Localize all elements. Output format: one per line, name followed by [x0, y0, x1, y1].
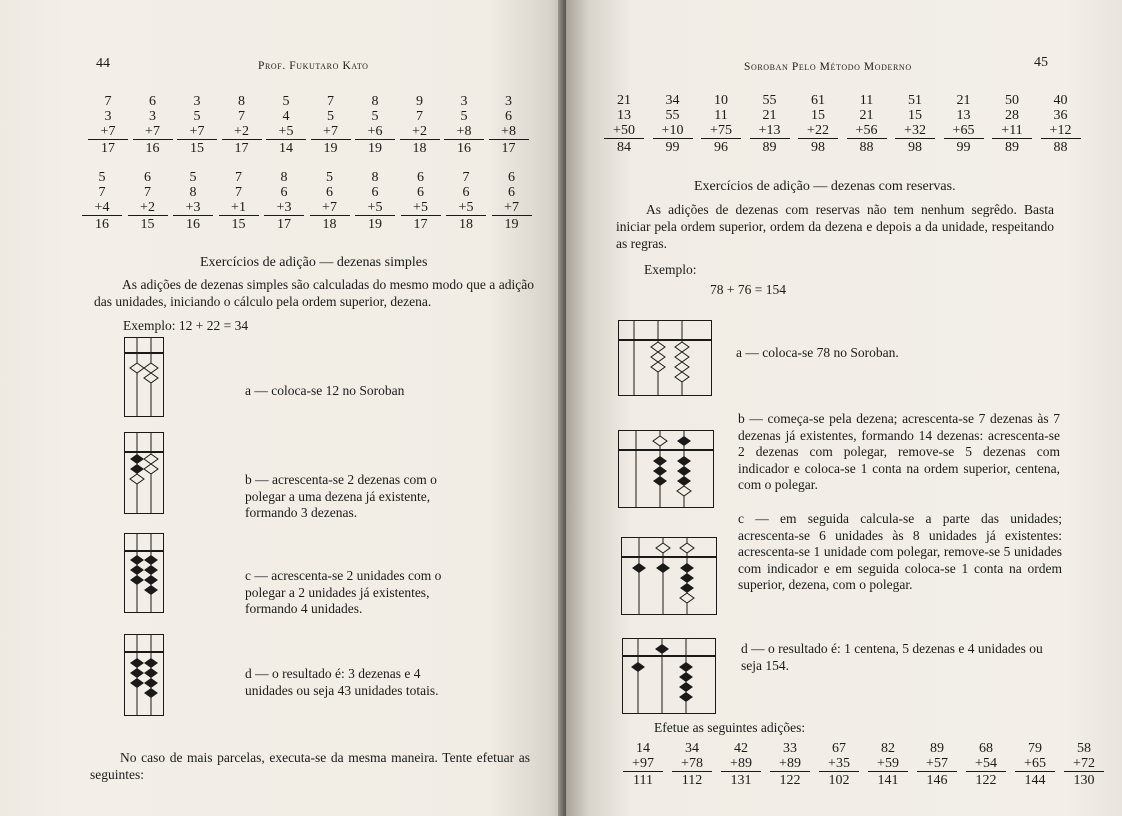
addend-top: 68: [979, 741, 993, 756]
addend-top: 82: [881, 741, 895, 756]
sum-result: 16: [95, 217, 109, 232]
addend-operator: +7: [177, 124, 217, 140]
sum-result: 16: [457, 141, 471, 156]
addend-middle: 5: [327, 109, 334, 124]
addend-middle: 5: [371, 109, 379, 124]
sum-result: 15: [231, 217, 246, 232]
addend-operator: +89: [770, 756, 810, 772]
sum-result: 18: [459, 217, 473, 232]
addend-operator: +10: [653, 123, 693, 139]
addend-top: 51: [908, 93, 922, 108]
addend-operator: +7: [133, 124, 173, 140]
addend-top: 10: [714, 93, 728, 108]
sum-result: 99: [665, 140, 680, 155]
intro-paragraph: As adições de dezenas com reservas não tem nenhum segrêdo. Basta iniciar pela ordem superior, ordem da dezena e depois a da unidade, respeitando as regras.: [616, 202, 1054, 251]
addition-sum: [401, 170, 441, 232]
addend-operator: +12: [1041, 123, 1081, 139]
step-d-caption: d — o resultado é: 1 centena, 5 dezenas e 4 unidades ou seja 154.: [741, 641, 1043, 673]
sum-result: 112: [681, 773, 703, 788]
addition-sum: [944, 93, 984, 155]
addend-operator: +59: [868, 756, 908, 772]
addend-top: 58: [1077, 741, 1091, 756]
addition-sum: [266, 94, 306, 156]
addition-sum: [966, 741, 1006, 788]
sum-result: 122: [779, 773, 801, 788]
sum-result: 144: [1024, 773, 1046, 788]
addend-middle: 21: [762, 108, 777, 123]
addend-top: 5: [326, 170, 333, 185]
section-title: Exercícios de adição — dezenas simples: [200, 255, 428, 270]
addend-operator: +5: [446, 200, 486, 216]
addition-sum: [653, 93, 693, 155]
addition-sum: [400, 94, 440, 156]
sum-result: 14: [279, 141, 293, 156]
addition-sum: [798, 93, 838, 155]
sum-result: 102: [828, 773, 850, 788]
addend-operator: +35: [819, 756, 859, 772]
addend-operator: +3: [264, 200, 304, 216]
addend-top: 7: [327, 94, 334, 109]
addition-sum: [721, 741, 761, 788]
sum-result: 17: [413, 217, 428, 232]
addend-top: 7: [462, 170, 470, 185]
addend-middle: 4: [282, 109, 290, 124]
addend-top: 40: [1053, 93, 1068, 108]
addend-top: 3: [505, 94, 512, 109]
addend-operator: +7: [311, 124, 351, 140]
addition-sum: [895, 93, 935, 155]
addend-top: 7: [104, 94, 112, 109]
addend-operator: +6: [355, 124, 395, 140]
addition-sum: [355, 94, 395, 156]
addend-top: 3: [193, 94, 201, 109]
addend-middle: 7: [98, 185, 106, 200]
section-title: Exercícios de adição — dezenas com reservas.: [694, 179, 956, 194]
abacus-figure-a: [618, 320, 712, 396]
addition-sum: [770, 741, 810, 788]
abacus-figure-d: [622, 638, 716, 714]
addend-top: 34: [665, 93, 680, 108]
sum-result: 16: [145, 141, 160, 156]
addition-sum: [177, 94, 217, 156]
intro-paragraph: As adições de dezenas simples são calculadas do mesmo modo que a adição das unidades, iniciando o cálculo pela ordem superior, dezena.: [94, 277, 534, 309]
addition-sum: [917, 741, 957, 788]
addition-sum: [82, 170, 122, 232]
abacus-figure-c: [621, 537, 717, 615]
addend-top: 9: [416, 94, 423, 109]
step-a-caption: a — coloca-se 12 no Soroban: [245, 383, 405, 398]
addend-operator: +32: [895, 123, 935, 139]
addend-top: 34: [685, 741, 699, 756]
addition-sum: [701, 93, 741, 155]
sum-result: 19: [323, 141, 338, 156]
addition-sum: [264, 170, 304, 232]
step-d-caption: d — o resultado é: 3 dezenas e 4 unidades ou seja 43 unidades totais.: [245, 666, 439, 698]
addend-middle: 6: [462, 185, 470, 200]
abacus-figure-b: [124, 432, 164, 514]
addition-sum: [310, 170, 350, 232]
addend-top: 55: [762, 93, 777, 108]
addend-middle: 3: [149, 109, 156, 124]
addend-middle: 6: [508, 185, 515, 200]
addend-top: 3: [460, 94, 468, 109]
addend-middle: 5: [460, 109, 468, 124]
addend-top: 7: [235, 170, 242, 185]
addition-sum: [222, 94, 262, 156]
addend-middle: 5: [193, 109, 201, 124]
addend-middle: 21: [859, 108, 874, 123]
example-equation: 78 + 76 = 154: [710, 282, 786, 297]
sum-result: 17: [234, 141, 249, 156]
addend-middle: 6: [326, 185, 333, 200]
sum-result: 15: [190, 141, 204, 156]
page-number: 45: [1034, 55, 1048, 70]
sum-result: 122: [975, 773, 997, 788]
addend-operator: +78: [672, 756, 712, 772]
addend-operator: +13: [750, 123, 790, 139]
sum-result: 98: [908, 140, 922, 155]
example-line: Exemplo: 12 + 22 = 34: [123, 318, 249, 333]
addend-top: 6: [144, 170, 151, 185]
addend-top: 21: [617, 93, 631, 108]
sum-result: 84: [617, 140, 631, 155]
addend-operator: +2: [222, 124, 262, 140]
running-head: Prof. Fukutaro Kato: [258, 60, 369, 72]
addend-middle: 6: [505, 109, 512, 124]
sum-result: 18: [322, 217, 337, 232]
step-c-caption: c — em seguida calcula-se a parte das unidades; acrescenta-se 6 unidades às 8 unidades já existentes: acrescenta-se 1 unidade com polegar, remove-se 5 unidades com indicador e em seguida coloca-se 1 conta na ordem superior, dezena, com o polegar.: [738, 511, 1062, 592]
addend-middle: 36: [1053, 108, 1068, 123]
sum-result: 89: [762, 140, 777, 155]
addend-middle: 7: [144, 185, 151, 200]
addend-operator: +57: [917, 756, 957, 772]
abacus-figure-b: [618, 430, 714, 508]
addend-top: 89: [930, 741, 944, 756]
sum-result: 17: [277, 217, 291, 232]
sum-result: 130: [1073, 773, 1095, 788]
addend-middle: 6: [417, 185, 424, 200]
addition-sum: [750, 93, 790, 155]
sum-result: 19: [368, 217, 382, 232]
addition-sum: [128, 170, 168, 232]
addition-sum: [672, 741, 712, 788]
abacus-figure-c: [124, 533, 164, 613]
step-b-caption: b — começa-se pela dezena; acrescenta-se 7 dezenas às 7 dezenas já existentes, formando 14 dezenas: acrescenta-se 2 dezenas com polegar, remove-se 5 dezenas com indicador e coloca-se 1 conta na ordem superior, centena, com o polegar.: [738, 411, 1060, 492]
addition-sum: [489, 94, 529, 156]
sum-result: 111: [633, 773, 653, 788]
addend-operator: +2: [128, 200, 168, 216]
addition-sum: [133, 94, 173, 156]
step-a-caption: a — coloca-se 78 no Soroban.: [736, 345, 899, 360]
addend-top: 42: [734, 741, 748, 756]
addition-sum: [446, 170, 486, 232]
addend-middle: 55: [665, 108, 680, 123]
addition-sum: [219, 170, 259, 232]
addend-operator: +75: [701, 123, 741, 139]
addend-operator: +65: [1015, 756, 1055, 772]
addition-sum: [847, 93, 887, 155]
addition-sum: [604, 93, 644, 155]
addend-operator: +5: [355, 200, 395, 216]
sum-result: 96: [714, 140, 728, 155]
addend-operator: +5: [266, 124, 306, 140]
addend-middle: 6: [371, 185, 379, 200]
addend-operator: +11: [992, 123, 1032, 139]
addend-middle: 13: [617, 108, 631, 123]
addend-top: 8: [238, 94, 245, 109]
exercise-label: Efetue as seguintes adições:: [654, 720, 806, 735]
sum-result: 18: [412, 141, 427, 156]
addition-sum: [173, 170, 213, 232]
addend-middle: 28: [1005, 108, 1019, 123]
addend-operator: +22: [798, 123, 838, 139]
abacus-figure-d: [124, 634, 164, 716]
addend-middle: 7: [235, 185, 242, 200]
sum-result: 88: [859, 140, 874, 155]
page-number: 44: [96, 56, 110, 71]
example-label: Exemplo:: [644, 262, 697, 277]
addend-top: 21: [956, 93, 971, 108]
sum-result: 88: [1053, 140, 1068, 155]
addend-operator: +4: [82, 200, 122, 216]
sum-result: 19: [504, 217, 519, 232]
sum-result: 146: [926, 773, 948, 788]
addend-top: 6: [149, 94, 156, 109]
addition-sum: [1064, 741, 1104, 788]
addend-top: 5: [98, 170, 106, 185]
addition-sum: [311, 94, 351, 156]
sum-result: 17: [501, 141, 516, 156]
addend-top: 67: [832, 741, 846, 756]
addend-top: 11: [859, 93, 874, 108]
sum-result: 89: [1005, 140, 1019, 155]
addend-top: 6: [417, 170, 424, 185]
addition-sum: [88, 94, 128, 156]
addend-middle: 7: [238, 109, 245, 124]
addition-sum: [1015, 741, 1055, 788]
addition-sum: [868, 741, 908, 788]
step-b-caption: b — acrescenta-se 2 dezenas com o polegar a uma dezena já existente, formando 3 dezenas.: [245, 472, 437, 520]
abacus-figure-a: [124, 337, 164, 417]
addend-top: 8: [371, 94, 379, 109]
addend-middle: 7: [416, 109, 423, 124]
addend-operator: +1: [219, 200, 259, 216]
sum-result: 19: [368, 141, 382, 156]
sum-result: 16: [186, 217, 200, 232]
right-page: [566, 0, 1122, 816]
addition-sum: [444, 94, 484, 156]
addend-operator: +72: [1064, 756, 1104, 772]
addend-top: 5: [189, 170, 197, 185]
sum-result: 99: [956, 140, 971, 155]
addition-sum: [492, 170, 532, 232]
addend-middle: 15: [908, 108, 922, 123]
sum-result: 141: [877, 773, 899, 788]
addend-operator: +2: [400, 124, 440, 140]
addend-top: 33: [783, 741, 797, 756]
step-c-caption: c — acrescenta-se 2 unidades com o polegar a 2 unidades já existentes, formando 4 unidades.: [245, 568, 442, 616]
addend-operator: +89: [721, 756, 761, 772]
addend-middle: 6: [280, 185, 288, 200]
addend-operator: +7: [88, 124, 128, 140]
addend-top: 5: [282, 94, 290, 109]
addition-sum: [992, 93, 1032, 155]
addend-middle: 3: [104, 109, 112, 124]
footer-paragraph: No caso de mais parcelas, executa-se da mesma maneira. Tente efetuar as seguintes:: [90, 750, 530, 782]
sum-result: 131: [730, 773, 752, 788]
addend-operator: +5: [401, 200, 441, 216]
addend-middle: 8: [189, 185, 197, 200]
addend-operator: +8: [489, 124, 529, 140]
addend-top: 8: [280, 170, 288, 185]
addend-middle: 15: [811, 108, 825, 123]
addend-middle: 11: [714, 108, 728, 123]
addend-top: 61: [811, 93, 825, 108]
addition-sum: [355, 170, 395, 232]
addend-top: 8: [371, 170, 379, 185]
addend-operator: +50: [604, 123, 644, 139]
addend-operator: +7: [492, 200, 532, 216]
addend-top: 14: [636, 741, 650, 756]
addend-top: 50: [1005, 93, 1019, 108]
addend-middle: 13: [956, 108, 971, 123]
addend-operator: +54: [966, 756, 1006, 772]
addend-top: 6: [508, 170, 515, 185]
sum-result: 98: [811, 140, 825, 155]
addend-operator: +3: [173, 200, 213, 216]
addition-sum: [623, 741, 663, 788]
addend-operator: +7: [310, 200, 350, 216]
addition-sum: [1041, 93, 1081, 155]
addend-operator: +65: [944, 123, 984, 139]
sum-result: 15: [140, 217, 155, 232]
addend-operator: +97: [623, 756, 663, 772]
running-head: Soroban Pelo Método Moderno: [744, 61, 912, 73]
addition-sum: [819, 741, 859, 788]
sum-result: 17: [101, 141, 115, 156]
addend-top: 79: [1028, 741, 1042, 756]
addend-operator: +56: [847, 123, 887, 139]
addend-operator: +8: [444, 124, 484, 140]
